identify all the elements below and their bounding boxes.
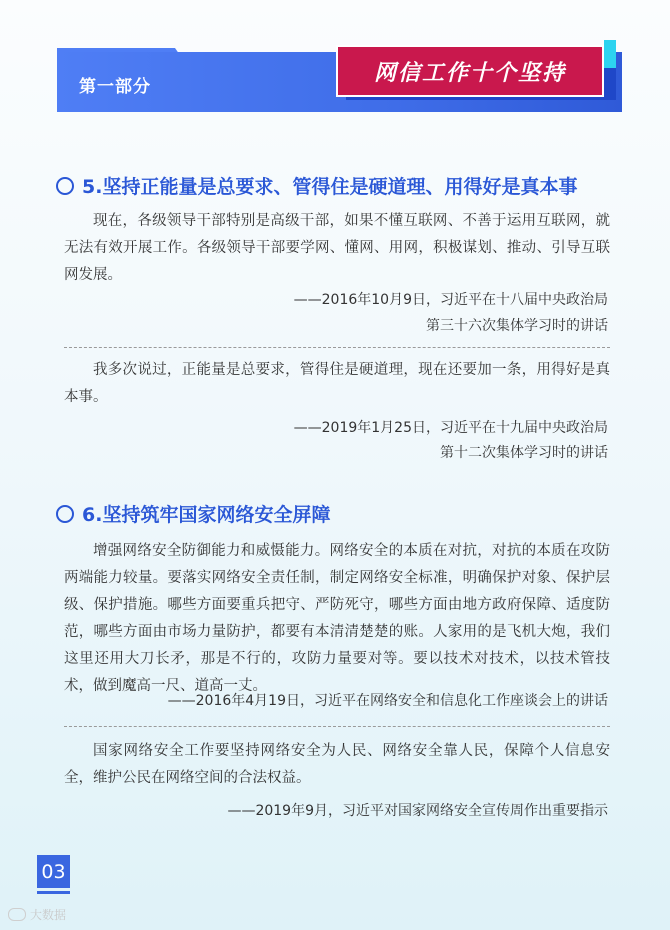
section-5-source-2-line-1: ——2019年1月25日，习近平在十九届中央政治局 [293,420,608,436]
circle-bullet-icon [56,505,74,523]
circle-bullet-icon [56,177,74,195]
section-5-heading-text: 5.坚持正能量是总要求、管得住是硬道理、用得好是真本事 [82,176,578,198]
section-5-source-2-line-2: 第十二次集体学习时的讲话 [440,445,608,461]
title-accent-bar [604,40,616,68]
section-5-heading [56,172,577,199]
section-5-quote-2: 我多次说过，正能量是总要求，管得住是硬道理，现在还要加一条，用得好是真本事。 [64,362,610,405]
watermark-text: 大数据 [30,908,67,922]
page-title: 网信工作十个坚持 [373,60,566,86]
section-6-source-1: ——2016年4月19日，习近平在网络安全和信息化工作座谈会上的讲话 [167,693,608,709]
section-6-quote-2: 国家网络安全工作要坚持网络安全为人民、网络安全靠人民，保障个人信息安全，维护公民在网络空间的合法权益。 [64,743,610,786]
section-5-source-1-line-1: ——2016年10月9日，习近平在十八届中央政治局 [293,292,608,308]
page-number: 03 [37,855,70,888]
section-5-source-1-line-2: 第三十六次集体学习时的讲话 [426,318,608,334]
section-6-heading-text: 6.坚持筑牢国家网络安全屏障 [82,504,331,526]
section-5-quote-1: 现在，各级领导干部特别是高级干部，如果不懂互联网、不善于运用互联网，就无法有效开展工作。各级领导干部要学网、懂网、用网，积极谋划、推动、引导互联网发展。 [64,213,610,283]
logo-icon [8,908,26,921]
section-6-source-2: ——2019年9月，习近平对国家网络安全宣传周作出重要指示 [227,803,608,819]
part-label: 第一部分 [79,77,151,97]
divider [64,726,610,727]
page-number-underline [37,891,70,894]
title-box [336,45,604,97]
watermark [8,906,66,923]
section-6-heading [56,500,330,527]
divider [64,347,610,348]
section-6-quote-1: 增强网络安全防御能力和威慑能力。网络安全的本质在对抗，对抗的本质在攻防两端能力较量。要落实网络安全责任制，制定网络安全标准，明确保护对象、保护层级、保护措施。哪些方面要重兵把守、严防死守，哪些方面由地方政府保障、适度防范，哪些方面由市场力量防护，都要有本清清楚楚的账。人家用的是飞机大炮，我们这里还用大刀长矛，那是不行的，攻防力量要对等。要以技术对技术，以技术管技术，做到魔高一尺、道高一丈。 [64,543,610,694]
